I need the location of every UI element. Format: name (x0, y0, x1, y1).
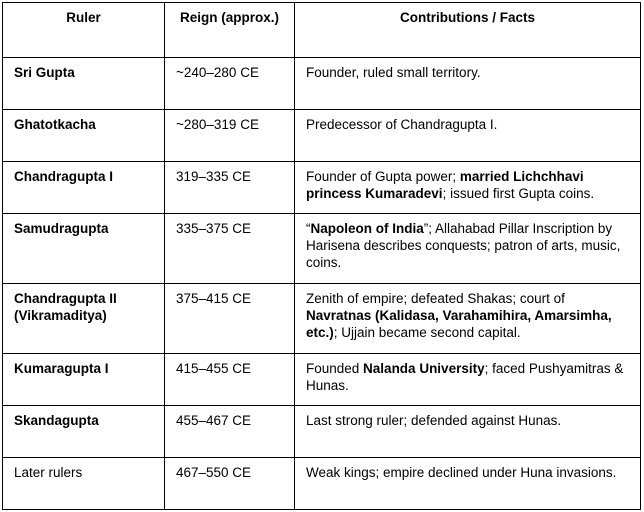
fact-text: Weak kings; empire declined under Huna invasions. (306, 465, 617, 480)
contribution-facts (295, 214, 641, 284)
ruler-name: Sri Gupta (3, 58, 165, 110)
fact-highlight: Navratnas (Kalidasa, Varahamihira, Amarsimha, etc.) (306, 308, 612, 340)
contribution-facts (295, 354, 641, 406)
header-ruler: Ruler (3, 3, 165, 58)
ruler-name: Samudragupta (3, 214, 165, 284)
fact-text: ”; Allahabad Pillar Inscription by Harisena describes conquests; patron of arts, music, coins. (306, 221, 621, 270)
header-row (3, 3, 641, 58)
fact-text: Founder of Gupta power; (306, 169, 460, 184)
reign-period: 415–455 CE (165, 354, 295, 406)
reign-period: 455–467 CE (165, 406, 295, 458)
table-row (3, 458, 641, 510)
ruler-name: Chandragupta I (3, 162, 165, 214)
contribution-facts (295, 284, 641, 354)
reign-period: 375–415 CE (165, 284, 295, 354)
fact-text: Last strong ruler; defended against Hunas. (306, 413, 562, 428)
reign-period: 467–550 CE (165, 458, 295, 510)
fact-text: Predecessor of Chandragupta I. (306, 117, 498, 132)
table-row (3, 406, 641, 458)
table-row (3, 110, 641, 162)
table-row (3, 162, 641, 214)
fact-text: “ (306, 221, 311, 236)
contribution-facts (295, 58, 641, 110)
fact-text: ; issued first Gupta coins. (442, 186, 595, 201)
fact-highlight: Nalanda University (363, 361, 485, 376)
fact-text: Founded (306, 361, 364, 376)
ruler-name: Kumaragupta I (3, 354, 165, 406)
fact-text: Founder, ruled small territory. (306, 65, 481, 80)
ruler-name: Ghatotkacha (3, 110, 165, 162)
contribution-facts (295, 458, 641, 510)
table-row (3, 354, 641, 406)
reign-period: ~240–280 CE (165, 58, 295, 110)
table-row (3, 58, 641, 110)
header-facts: Contributions / Facts (295, 3, 641, 58)
table-row (3, 214, 641, 284)
fact-highlight: married Lichchhavi princess Kumaradevi (306, 169, 584, 201)
ruler-name: Later rulers (3, 458, 165, 510)
reign-period: 335–375 CE (165, 214, 295, 284)
fact-highlight: Napoleon of India (310, 221, 424, 236)
reign-period: ~280–319 CE (165, 110, 295, 162)
contribution-facts (295, 110, 641, 162)
ruler-name: Chandragupta II (Vikramaditya) (3, 284, 165, 354)
fact-text: ; faced Pushyamitras & Hunas. (306, 361, 624, 393)
reign-period: 319–335 CE (165, 162, 295, 214)
contribution-facts (295, 406, 641, 458)
contribution-facts (295, 162, 641, 214)
fact-text: Zenith of empire; defeated Shakas; court of (306, 291, 565, 306)
header-reign: Reign (approx.) (165, 3, 295, 58)
table-row (3, 284, 641, 354)
fact-text: ; Ujjain became second capital. (333, 325, 521, 340)
ruler-name: Skandagupta (3, 406, 165, 458)
gupta-rulers-table (2, 2, 641, 510)
